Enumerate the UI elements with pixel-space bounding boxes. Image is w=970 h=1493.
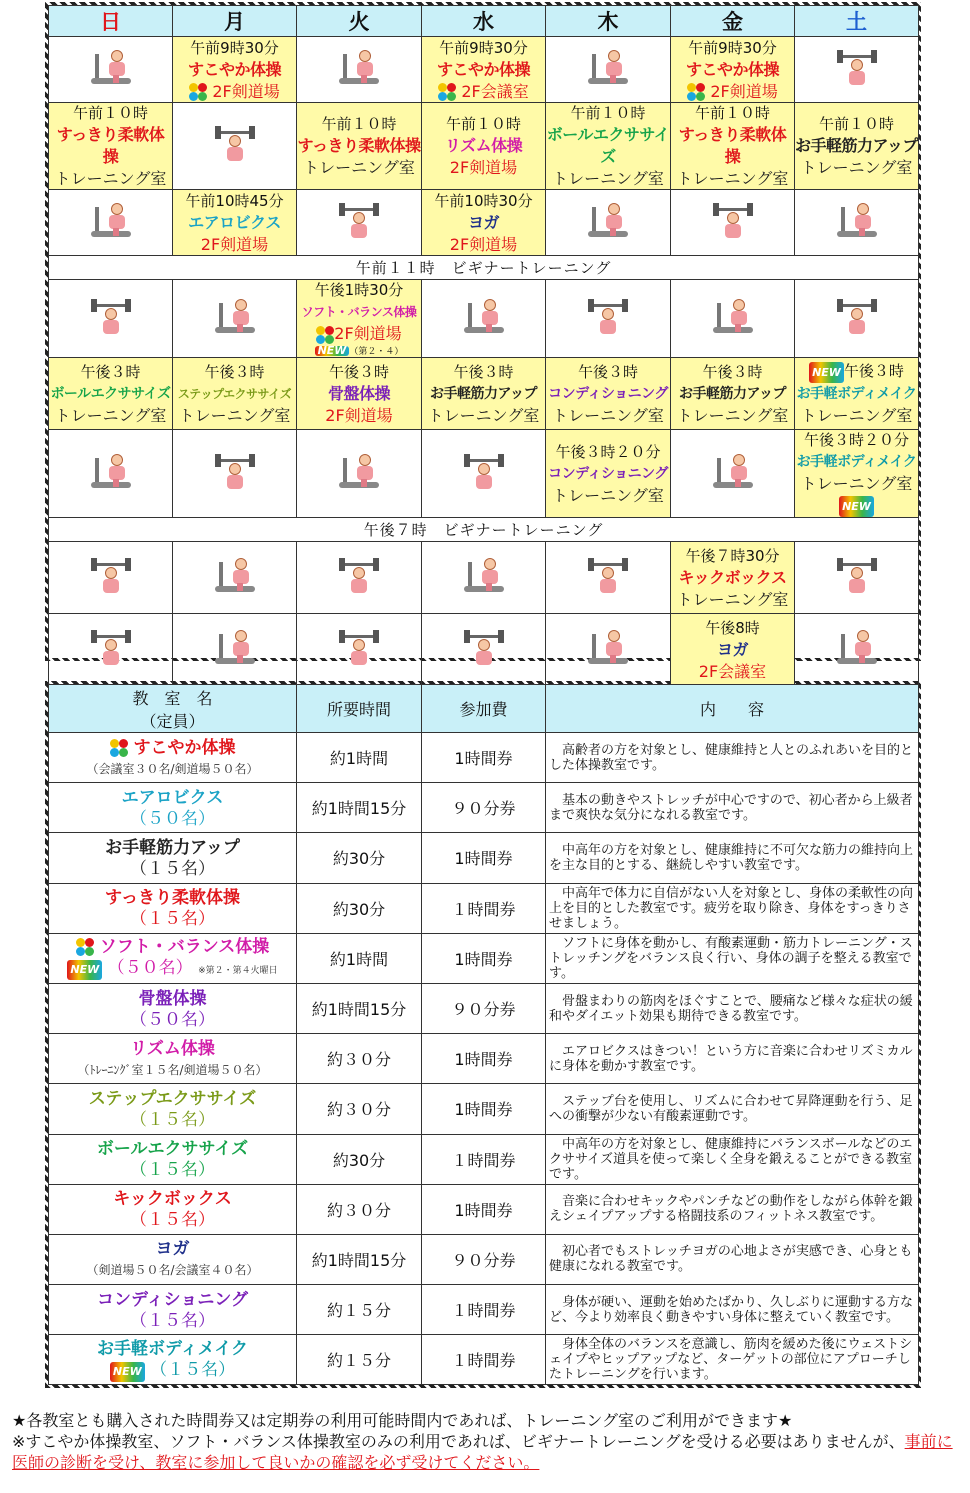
class-name: キックボックス	[113, 1189, 232, 1210]
class-fee: ９０分券	[422, 783, 546, 833]
class-room: トレーニング室	[178, 405, 291, 425]
empty-slot	[795, 37, 919, 103]
class-room: トレーニング室	[676, 405, 789, 425]
class-name: ヨガ	[467, 212, 499, 232]
class-time: 午後３時	[702, 362, 763, 381]
class-room: 2F剣道場	[449, 234, 518, 254]
class-time: 午後３時	[453, 362, 514, 381]
class-name: 骨盤体操	[327, 383, 390, 403]
class-room: 2F剣道場	[449, 158, 518, 177]
class-name: キックボックス	[678, 567, 787, 587]
beginner-training-morning: 午前１１時 ビギナートレーニング	[49, 256, 919, 280]
class-slot	[297, 358, 422, 430]
class-name-cell	[49, 833, 297, 883]
class-time: 午後３時	[843, 362, 904, 380]
class-name: 骨盤体操	[138, 988, 207, 1009]
class-info-row	[49, 733, 919, 783]
class-description: 音楽に合わせキックやパンチなどの動作をしながら体幹を鍛えシェイプアップする格闘技系のフィットネス教室です。	[546, 1184, 919, 1234]
class-slot	[422, 103, 546, 190]
class-name: すっきり柔軟体操	[678, 125, 787, 166]
class-slot	[795, 430, 919, 518]
class-name-cell	[49, 1335, 297, 1385]
header-content: 内 容	[546, 685, 919, 733]
class-name-cell	[49, 1134, 297, 1184]
class-room: トレーニング室	[54, 405, 167, 425]
empty-slot	[297, 430, 422, 518]
class-description: 高齢者の方を対象とし、健康維持と人とのふれあいを目的とした体操教室です。	[546, 733, 919, 783]
info-header-row	[49, 685, 919, 733]
class-description: 身体全体のバランスを意識し、筋肉を緩めた後にウェストシェイプやヒップアップなど、ターゲットの部位にアプローチしたトレーニングを行います。	[546, 1335, 919, 1385]
class-duration: 約1時間15分	[297, 1234, 422, 1284]
class-name: お手軽ボディメイク	[796, 454, 917, 470]
treadmill-icon	[711, 297, 755, 337]
new-badge: NEW	[110, 1362, 145, 1382]
beginner-training-evening: 午後７時 ビギナートレーニング	[49, 518, 919, 542]
class-name: エアロビクス	[188, 212, 281, 232]
clover-icon	[76, 938, 94, 956]
weightlifter-icon	[337, 627, 381, 669]
class-capacity: （５０名）	[107, 957, 193, 978]
empty-slot	[49, 190, 173, 256]
footer-notes	[12, 1410, 962, 1473]
class-slot	[49, 358, 173, 430]
class-duration: 約３０分	[297, 1034, 422, 1084]
empty-slot	[49, 542, 173, 614]
class-capacity: （５０名）	[130, 1009, 215, 1030]
class-time: 午後1時30分	[314, 281, 404, 299]
weightlifter-icon	[89, 627, 133, 669]
class-fee: 1時間券	[422, 1084, 546, 1134]
class-name: お手軽ボディメイク	[796, 386, 917, 402]
class-duration: 約30分	[297, 1134, 422, 1184]
empty-slot	[546, 280, 671, 358]
class-description: 骨盤まわりの筋肉をほぐすことで、腰痛など様々な症状の緩和やダイエット効果も期待できる教室です。	[546, 983, 919, 1033]
class-room: トレーニング室	[800, 158, 913, 177]
class-room: 2F会議室	[461, 81, 529, 101]
class-slot	[671, 37, 795, 103]
treadmill-icon	[89, 452, 133, 492]
class-name: すこやか体操	[436, 59, 530, 79]
class-room: 2F剣道場	[334, 324, 402, 343]
treadmill-icon	[835, 628, 879, 668]
class-fee: １時間券	[422, 883, 546, 933]
class-name: ステップエクササイズ	[88, 1088, 257, 1109]
treadmill-icon	[835, 201, 879, 241]
weekly-schedule-table	[48, 5, 919, 686]
empty-slot	[173, 280, 297, 358]
empty-slot	[795, 280, 919, 358]
class-room: トレーニング室	[552, 485, 664, 505]
weightlifter-icon	[462, 627, 506, 669]
empty-slot	[49, 280, 173, 358]
class-fee: 1時間券	[422, 1034, 546, 1084]
treadmill-icon	[213, 297, 257, 337]
class-room: トレーニング室	[552, 405, 664, 425]
class-time: 午前9時30分	[190, 38, 279, 57]
class-slot	[49, 103, 173, 190]
span-row-evening	[49, 518, 919, 542]
class-capacity: （１５名）	[130, 1160, 215, 1181]
day-header-wed: 水	[422, 6, 546, 37]
class-name: コンディショニング	[97, 1289, 248, 1310]
treadmill-icon	[213, 628, 257, 668]
class-name: コンディショニング	[548, 385, 668, 402]
treadmill-icon	[586, 48, 630, 88]
clover-icon	[316, 326, 334, 344]
class-room: 2F剣道場	[200, 234, 269, 254]
class-info-row	[49, 1134, 919, 1184]
class-slot	[422, 190, 546, 256]
weightlifter-icon	[835, 555, 879, 597]
class-name: お手軽筋力アップ	[795, 136, 918, 155]
class-info-table	[48, 684, 919, 1385]
clover-icon	[687, 83, 705, 101]
class-duration: 約1時間	[297, 933, 422, 983]
treadmill-icon	[462, 297, 506, 337]
class-duration: 約３０分	[297, 1084, 422, 1134]
class-info-row	[49, 783, 919, 833]
class-name-cell	[49, 1084, 297, 1134]
treadmill-icon	[337, 452, 381, 492]
class-info-row	[49, 1234, 919, 1284]
day-header-sun: 日	[49, 6, 173, 37]
class-name: すっきり柔軟体操	[105, 888, 240, 909]
schedule-row-6	[49, 430, 919, 518]
footer-warning: 事前に医師の診断を受け、教室に参加して良いかの確認を必ず受けてください。	[12, 1432, 953, 1472]
class-name: すこやか体操	[133, 737, 236, 758]
empty-slot	[546, 542, 671, 614]
class-room: トレーニング室	[676, 589, 789, 609]
class-info-row	[49, 1285, 919, 1335]
class-name: ソフト・バランス体操	[301, 305, 417, 319]
treadmill-icon	[711, 452, 755, 492]
treadmill-icon	[586, 201, 630, 241]
class-name: お手軽筋力アップ	[429, 385, 538, 402]
class-slot	[671, 542, 795, 614]
class-time: 午後３時	[204, 362, 265, 381]
empty-slot	[173, 103, 297, 190]
empty-slot	[795, 614, 919, 686]
class-capacity: （１５名）	[130, 1210, 215, 1231]
class-slot	[671, 358, 795, 430]
class-fee: １時間券	[422, 1335, 546, 1385]
header-duration: 所要時間	[297, 685, 422, 733]
class-name: ボールエクササイズ	[50, 385, 171, 402]
class-name: お手軽ボディメイク	[97, 1338, 248, 1359]
class-duration: 約１５分	[297, 1285, 422, 1335]
empty-slot	[173, 614, 297, 686]
class-fee: １時間券	[422, 1134, 546, 1184]
class-name: リズム体操	[444, 136, 523, 155]
day-header-thu: 木	[546, 6, 671, 37]
class-time: 午前１０時	[694, 104, 770, 122]
class-name-cell	[49, 983, 297, 1033]
class-info-row	[49, 1335, 919, 1385]
schedule-row-5	[49, 358, 919, 430]
class-name: リズム体操	[130, 1038, 215, 1059]
empty-slot	[422, 430, 546, 518]
header-class-name: 教 室 名 （定員）	[49, 685, 297, 733]
empty-slot	[173, 542, 297, 614]
class-description: 中高年の方を対象とし、健康維持に不可欠な筋力の維持向上を主な目的とする、継続しやすい教室です。	[546, 833, 919, 883]
class-capacity: （１５名）	[130, 909, 215, 930]
clover-icon	[438, 83, 456, 101]
class-slot	[795, 103, 919, 190]
day-header-tue: 火	[297, 6, 422, 37]
class-name-cell	[49, 1285, 297, 1335]
weightlifter-icon	[462, 451, 506, 493]
class-duration: 約30分	[297, 883, 422, 933]
class-info-row	[49, 883, 919, 933]
class-time: 午前１０時	[321, 115, 397, 133]
class-fee: ９０分券	[422, 983, 546, 1033]
class-slot	[173, 190, 297, 256]
weightlifter-icon	[711, 200, 755, 242]
class-name: ソフト・バランス体操	[99, 936, 270, 957]
class-capacity: （剣道場５０名/会議室４０名）	[86, 1263, 259, 1278]
class-duration: 約1時間15分	[297, 783, 422, 833]
class-name: ヨガ	[716, 639, 748, 659]
day-header-row	[49, 6, 919, 37]
class-name: お手軽筋力アップ	[105, 837, 240, 858]
class-time: 午前9時30分	[688, 38, 777, 57]
treadmill-icon	[337, 48, 381, 88]
class-time: 午後8時	[705, 618, 760, 637]
empty-slot	[422, 614, 546, 686]
empty-slot	[297, 614, 422, 686]
class-slot	[795, 358, 919, 430]
class-name: お手軽筋力アップ	[678, 385, 787, 402]
class-room: トレーニング室	[800, 406, 913, 425]
span-row-morning	[49, 256, 919, 280]
class-time: 午前10時30分	[434, 191, 533, 210]
class-duration: 約1時間15分	[297, 983, 422, 1033]
class-fee: 1時間券	[422, 1184, 546, 1234]
treadmill-icon	[89, 201, 133, 241]
weightlifter-icon	[835, 47, 879, 89]
new-badge: NEW	[809, 362, 844, 383]
class-name: ボールエクササイズ	[546, 125, 670, 166]
schedule-row-3	[49, 190, 919, 256]
class-slot	[422, 37, 546, 103]
class-room: トレーニング室	[552, 169, 664, 188]
class-name-cell	[49, 733, 297, 783]
schedule-row-4	[49, 280, 919, 358]
class-slot	[297, 280, 422, 358]
class-info-row	[49, 1084, 919, 1134]
class-description: エアロビクスはきつい！という方に音楽に合わせリズミカルに身体を動かす教室です。	[546, 1034, 919, 1084]
class-time: 午前１０時	[72, 104, 148, 122]
class-capacity: （会議室３０名/剣道場５０名）	[86, 761, 259, 776]
class-room: 2F剣道場	[325, 405, 393, 425]
class-name: ステップエクササイズ	[177, 386, 292, 401]
empty-slot	[297, 542, 422, 614]
schedule-row-1	[49, 37, 919, 103]
weightlifter-icon	[586, 296, 630, 338]
footer-line-1: ★各教室とも購入された時間券又は定期券の利用可能時間内であれば、トレーニング室のご利用ができます★	[12, 1411, 793, 1430]
treadmill-icon	[586, 628, 630, 668]
class-name-cell	[49, 1184, 297, 1234]
treadmill-icon	[89, 48, 133, 88]
class-fee: 1時間券	[422, 833, 546, 883]
clover-icon	[189, 83, 207, 101]
class-capacity: （ﾄﾚｰﾆﾝｸﾞ室１５名/剣道場５０名）	[77, 1062, 268, 1077]
class-info-row	[49, 833, 919, 883]
class-slot	[671, 614, 795, 686]
class-slot	[173, 358, 297, 430]
class-description: 初心者でもストレッチヨガの心地よさが実感でき、心身とも健康になれる教室です。	[546, 1234, 919, 1284]
weightlifter-icon	[213, 451, 257, 493]
empty-slot	[422, 280, 546, 358]
class-name-cell	[49, 1034, 297, 1084]
class-name: すこやか体操	[187, 59, 281, 79]
class-room: トレーニング室	[427, 405, 540, 425]
class-time: 午後７時30分	[685, 546, 780, 565]
class-slot	[546, 430, 671, 518]
class-info-row	[49, 933, 919, 983]
class-capacity: （５０名）	[130, 808, 215, 829]
schedule-row-7	[49, 542, 919, 614]
class-capacity: （１５名）	[130, 1109, 215, 1130]
empty-slot	[795, 542, 919, 614]
class-slot	[546, 103, 671, 190]
class-name-cell	[49, 783, 297, 833]
empty-slot	[49, 37, 173, 103]
class-slot	[173, 37, 297, 103]
class-room: トレーニング室	[54, 169, 167, 188]
class-description: ソフトに身体を動かし、有酸素運動・筋力トレーニング・ストレッチングをバランス良く行い、身体の調子を整える教室です。	[546, 933, 919, 983]
class-slot	[546, 358, 671, 430]
class-slot	[297, 103, 422, 190]
new-badge: NEW	[315, 346, 350, 356]
class-fee: 1時間券	[422, 733, 546, 783]
class-time: 午後３時	[328, 362, 389, 381]
weightlifter-icon	[337, 200, 381, 242]
day-header-sat: 土	[795, 6, 919, 37]
class-time: 午後３時	[577, 362, 638, 381]
empty-slot	[546, 614, 671, 686]
class-fee: 1時間券	[422, 933, 546, 983]
new-badge: NEW	[67, 960, 102, 980]
footer-line-2: ※すこやか体操教室、ソフト・バランス体操教室のみの利用であれば、ビギナートレーニングを受ける必要はありませんが、	[12, 1432, 905, 1451]
empty-slot	[49, 430, 173, 518]
class-room: 2F会議室	[698, 661, 767, 681]
schedule-row-2	[49, 103, 919, 190]
clover-icon	[110, 739, 128, 757]
class-name: コンディショニング	[548, 465, 668, 482]
class-description: 身体が硬い、運動を始めたばかり、久しぶりに運動する方など、今より効率良く動きやすい身体に整えていく教室です。	[546, 1285, 919, 1335]
class-room: 2F剣道場	[212, 81, 280, 101]
class-description: ステップ台を使用し、リズムに合わせて昇降運動を行う、足への衝撃が少ない有酸素運動です。	[546, 1084, 919, 1134]
class-fee: ９０分券	[422, 1234, 546, 1284]
class-time: 午前１０時	[445, 115, 521, 133]
class-name-cell	[49, 1234, 297, 1284]
weightlifter-icon	[89, 296, 133, 338]
class-capacity: （１５名）	[130, 1310, 215, 1331]
class-room: トレーニング室	[800, 474, 913, 493]
class-name: ボールエクササイズ	[96, 1139, 249, 1160]
empty-slot	[297, 37, 422, 103]
class-info-row	[49, 1034, 919, 1084]
empty-slot	[795, 190, 919, 256]
class-time: 午前10時45分	[185, 191, 284, 210]
class-time: 午後３時２０分	[803, 431, 909, 449]
class-description: 中高年の方を対象とし、健康維持にバランスボールなどのエクササイズ道具を使って楽しく全身を鍛えることができる教室です。	[546, 1134, 919, 1184]
class-name: すっきり柔軟体操	[56, 125, 165, 166]
schedule-row-8	[49, 614, 919, 686]
weightlifter-icon	[213, 123, 257, 165]
class-name-cell	[49, 933, 297, 983]
class-capacity: （１５名）	[130, 858, 215, 879]
class-duration: 約１５分	[297, 1335, 422, 1385]
empty-slot	[671, 280, 795, 358]
empty-slot	[546, 37, 671, 103]
class-name: すこやか体操	[685, 59, 779, 79]
class-note: （第２・４）	[349, 347, 404, 357]
class-slot	[422, 358, 546, 430]
class-duration: 約1時間	[297, 733, 422, 783]
day-header-fri: 金	[671, 6, 795, 37]
class-slot	[671, 103, 795, 190]
class-duration: 約30分	[297, 833, 422, 883]
treadmill-icon	[213, 556, 257, 596]
class-capacity: （１５名）	[150, 1359, 236, 1380]
class-duration: 約３０分	[297, 1184, 422, 1234]
empty-slot	[49, 614, 173, 686]
empty-slot	[671, 430, 795, 518]
header-fee: 参加費	[422, 685, 546, 733]
day-header-mon: 月	[173, 6, 297, 37]
new-badge: NEW	[839, 496, 874, 517]
empty-slot	[422, 542, 546, 614]
class-info-row	[49, 1184, 919, 1234]
empty-slot	[173, 430, 297, 518]
class-info-row	[49, 983, 919, 1033]
class-room: トレーニング室	[676, 169, 789, 188]
class-time: 午前9時30分	[439, 38, 528, 57]
treadmill-icon	[462, 556, 506, 596]
class-name: エアロビクス	[121, 787, 224, 808]
empty-slot	[297, 190, 422, 256]
class-time: 午後３時２０分	[555, 442, 661, 461]
class-time: 午後３時	[80, 362, 141, 381]
class-capacity-note: ※第２・第４火曜日	[198, 965, 278, 976]
empty-slot	[671, 190, 795, 256]
class-description: 中高年で体力に自信がない人を対象とし、身体の柔軟性の向上を目的とした教室です。疲労を取り除き、身体をすっきりさせましょう。	[546, 883, 919, 933]
weightlifter-icon	[89, 555, 133, 597]
empty-slot	[546, 190, 671, 256]
class-room: 2F剣道場	[710, 81, 778, 101]
class-description: 基本の動きやストレッチが中心ですので、初心者から上級者まで爽快な気分になれる教室です。	[546, 783, 919, 833]
class-time: 午前１０時	[570, 104, 646, 122]
weightlifter-icon	[586, 555, 630, 597]
class-fee: １時間券	[422, 1285, 546, 1335]
class-name: ヨガ	[155, 1239, 190, 1260]
class-name: すっきり柔軟体操	[297, 136, 421, 155]
class-name-cell	[49, 883, 297, 933]
class-time: 午前１０時	[818, 115, 894, 133]
class-room: トレーニング室	[303, 158, 415, 177]
weightlifter-icon	[337, 555, 381, 597]
weightlifter-icon	[835, 296, 879, 338]
